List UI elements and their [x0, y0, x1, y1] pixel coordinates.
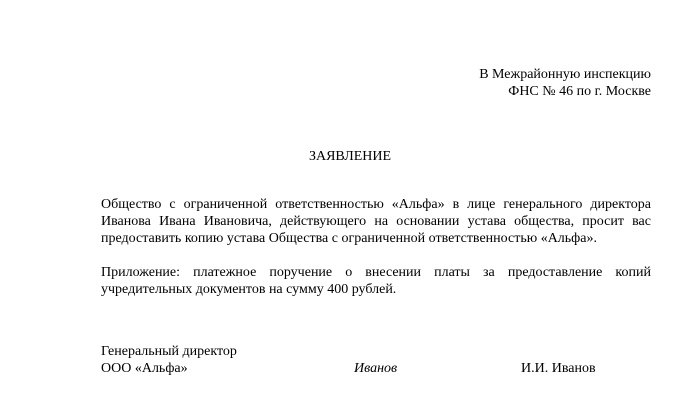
addressee-block — [479, 66, 651, 100]
attachment-paragraph — [101, 264, 651, 298]
signatory-full-name: И.И. Иванов — [521, 361, 596, 376]
signatory-company: ООО «Альфа» — [101, 361, 188, 376]
main-paragraph-line-2: Иванова Ивана Ивановича, действующего на основании устава общества, просит вас — [101, 214, 651, 229]
signatory-block — [101, 343, 237, 377]
main-paragraph-line-1: Общество с ограниченной ответственностью «Альфа» в лице генерального директора — [101, 197, 651, 212]
document-title: ЗАЯВЛЕНИЕ — [308, 149, 392, 164]
main-paragraph — [101, 196, 651, 247]
signatory-position: Генеральный директор — [101, 344, 237, 359]
handwritten-signature: Иванов — [354, 361, 398, 376]
attachment-line-2: учредительных документов на сумму 400 рублей. — [101, 282, 397, 297]
main-paragraph-line-3: предоставить копию устава Общества с ограниченной ответственностью «Альфа». — [101, 231, 597, 246]
attachment-line-1: Приложение: платежное поручение о внесении платы за предоставление копий — [101, 265, 651, 280]
addressee-line-2: ФНС № 46 по г. Москве — [508, 84, 651, 99]
addressee-line-1: В Межрайонную инспекцию — [479, 67, 651, 82]
